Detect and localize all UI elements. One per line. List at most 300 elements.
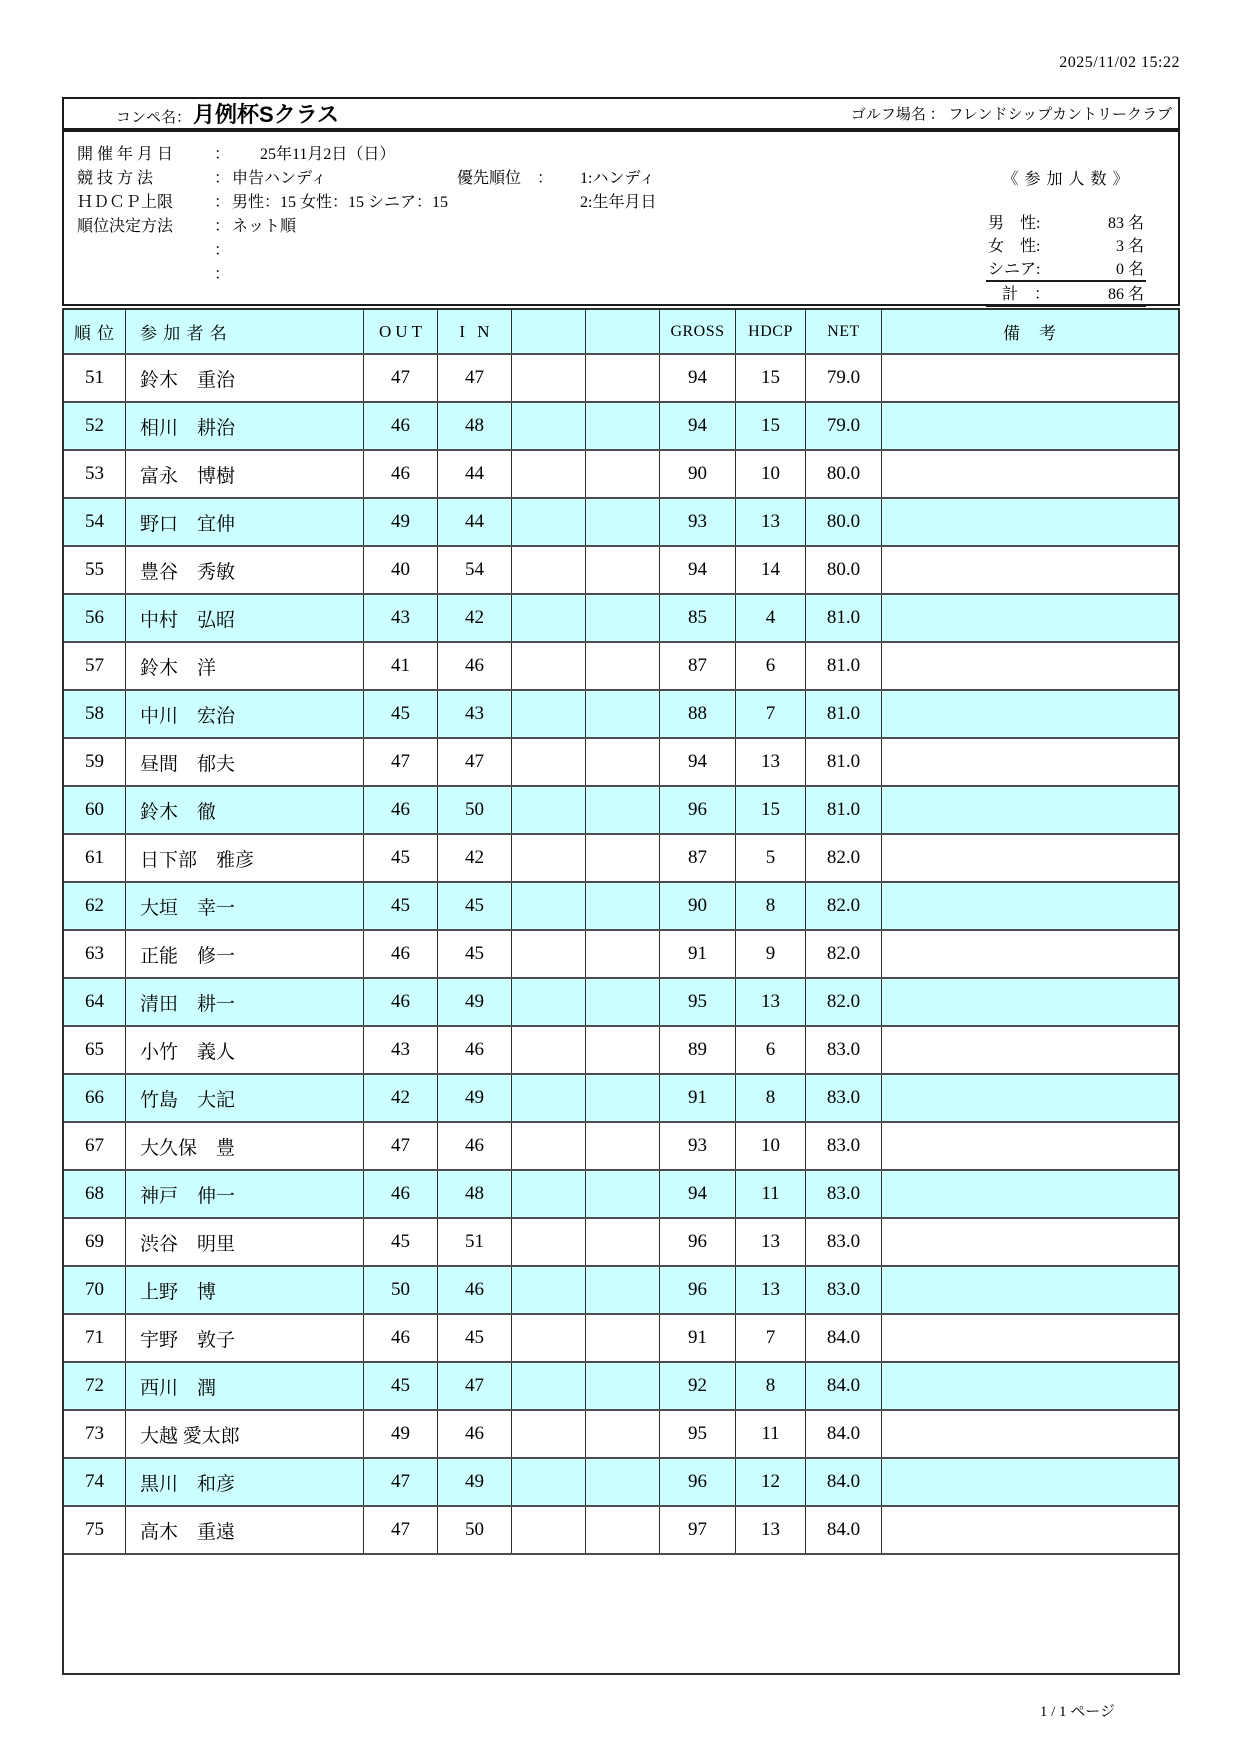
blank2-cell [586,1267,660,1313]
hdcp-cell: 11 [736,1171,806,1217]
net-cell: 83.0 [806,1027,882,1073]
remarks-cell [882,1459,1178,1505]
rank-cell: 67 [64,1123,126,1169]
in-cell: 46 [438,1123,512,1169]
name-cell: 高木 重遠 [126,1507,364,1553]
in-cell: 49 [438,979,512,1025]
blank2-cell [586,691,660,737]
table-row [64,1169,1178,1217]
hdcp-cell: 8 [736,1075,806,1121]
out-cell: 47 [364,355,438,401]
remarks-cell [882,1171,1178,1217]
name-cell: 中村 弘昭 [126,595,364,641]
header-net-cell: NET [806,310,882,353]
rank-cell: 52 [64,403,126,449]
info-label: ＨＤＣＰ上限 [77,194,174,211]
rank-cell: 64 [64,979,126,1025]
name-cell: 鈴木 徹 [126,787,364,833]
blank1-cell [512,1411,586,1457]
hdcp-cell: 8 [736,883,806,929]
table-row [64,401,1178,449]
out-cell: 46 [364,787,438,833]
blank1-cell [512,979,586,1025]
in-cell: 43 [438,691,512,737]
blank1-cell [512,499,586,545]
blank1-cell [512,1459,586,1505]
rank-cell: 53 [64,451,126,497]
blank2-cell [586,643,660,689]
blank2-cell [586,355,660,401]
in-cell: 46 [438,1411,512,1457]
hdcp-cell: 13 [736,979,806,1025]
name-cell: 相川 耕治 [126,403,364,449]
header-blank2-cell [586,310,660,353]
blank2-cell [586,1219,660,1265]
out-cell: 43 [364,1027,438,1073]
header-hdcp-cell: HDCP [736,310,806,353]
table-row [64,1217,1178,1265]
hdcp-cell: 5 [736,835,806,881]
name-cell: 上野 博 [126,1267,364,1313]
blank2-cell [586,1411,660,1457]
name-cell: 日下部 雅彦 [126,835,364,881]
gross-cell: 96 [660,1459,736,1505]
out-cell: 45 [364,835,438,881]
name-cell: 西川 潤 [126,1363,364,1409]
participant-count-panel [986,166,1146,307]
name-cell: 竹島 大記 [126,1075,364,1121]
blank1-cell [512,1363,586,1409]
out-cell: 42 [364,1075,438,1121]
blank2-cell [586,1027,660,1073]
gross-cell: 96 [660,787,736,833]
blank1-cell [512,1315,586,1361]
blank1-cell [512,883,586,929]
remarks-cell [882,739,1178,785]
blank2-cell [586,835,660,881]
hdcp-cell: 15 [736,355,806,401]
out-cell: 47 [364,739,438,785]
hdcp-cell: 13 [736,499,806,545]
blank2-cell [586,595,660,641]
header-gross-cell: GROSS [660,310,736,353]
net-cell: 81.0 [806,643,882,689]
name-cell: 大越 愛太郎 [126,1411,364,1457]
gross-cell: 95 [660,1411,736,1457]
out-cell: 45 [364,883,438,929]
rank-cell: 70 [64,1267,126,1313]
remarks-cell [882,1507,1178,1553]
gross-cell: 91 [660,1315,736,1361]
info-label: 競 技 方 法 [77,170,154,187]
competition-title [64,98,339,129]
in-cell: 49 [438,1459,512,1505]
in-cell: 44 [438,451,512,497]
rank-cell: 74 [64,1459,126,1505]
name-cell: 大久保 豊 [126,1123,364,1169]
blank1-cell [512,355,586,401]
info-value: 25年11月2日（日） [260,146,396,163]
hdcp-cell: 13 [736,1267,806,1313]
gross-cell: 94 [660,403,736,449]
participant-count-value: 0 名 [1115,261,1144,278]
in-cell: 48 [438,1171,512,1217]
remarks-cell [882,403,1178,449]
name-cell: 神戸 伸一 [126,1171,364,1217]
remarks-cell [882,1123,1178,1169]
rank-cell: 54 [64,499,126,545]
header-remarks-cell: 備 考 [1003,324,1057,343]
out-cell: 49 [364,499,438,545]
results-table [62,308,1180,1675]
name-cell: 富永 博樹 [126,451,364,497]
hdcp-cell: 15 [736,403,806,449]
hdcp-cell: 6 [736,643,806,689]
blank1-cell [512,451,586,497]
golf-course-name: ゴルフ場名 ： フレンドシップカントリークラブ [850,107,1172,123]
info-label: 順位決定方法 [77,218,174,235]
remarks-cell [882,883,1178,929]
name-cell: 中川 宏治 [126,691,364,737]
blank2-cell [586,1315,660,1361]
net-cell: 83.0 [806,1219,882,1265]
rank-cell: 68 [64,1171,126,1217]
participant-count-row [986,236,1146,259]
gross-cell: 87 [660,835,736,881]
net-cell: 83.0 [806,1123,882,1169]
rank-cell: 63 [64,931,126,977]
hdcp-cell: 14 [736,547,806,593]
gross-cell: 92 [660,1363,736,1409]
name-cell: 鈴木 洋 [126,643,364,689]
hdcp-cell: 11 [736,1411,806,1457]
header-out-cell: OUT [364,310,438,353]
name-cell: 渋谷 明里 [126,1219,364,1265]
rank-cell: 73 [64,1411,126,1457]
table-row [64,929,1178,977]
table-row [64,737,1178,785]
remarks-cell [882,1363,1178,1409]
rank-cell: 59 [64,739,126,785]
participant-count-label: 男 性: [988,215,1041,232]
table-row [64,1505,1178,1553]
info-value: ネット順 [232,218,297,235]
in-cell: 47 [438,1363,512,1409]
name-cell: 鈴木 重治 [126,355,364,401]
remarks-cell [882,1315,1178,1361]
competition-name: 月例杯Sクラス [193,102,340,127]
name-cell: 野口 宜伸 [126,499,364,545]
net-cell: 81.0 [806,691,882,737]
participant-count-value: 83 名 [1107,215,1144,232]
out-cell: 41 [364,643,438,689]
table-row [64,497,1178,545]
remarks-cell [882,1027,1178,1073]
gross-cell: 94 [660,1171,736,1217]
header-in-cell: I N [438,310,512,353]
gross-cell: 95 [660,979,736,1025]
blank1-cell [512,1171,586,1217]
name-cell: 清田 耕一 [126,979,364,1025]
page-number: 1 / 1 ページ [1039,1704,1115,1720]
info-colon: ： [214,194,231,211]
blank1-cell [512,1075,586,1121]
gross-cell: 93 [660,499,736,545]
table-row [64,977,1178,1025]
remarks-cell [882,1075,1178,1121]
table-row [64,1121,1178,1169]
info-colon: ： [214,266,231,283]
gross-cell: 85 [660,595,736,641]
title-bar [62,97,1180,130]
in-cell: 47 [438,739,512,785]
name-cell: 大垣 幸一 [126,883,364,929]
rank-cell: 57 [64,643,126,689]
table-row [64,1409,1178,1457]
out-cell: 40 [364,547,438,593]
gross-cell: 94 [660,355,736,401]
remarks-cell [882,499,1178,545]
net-cell: 80.0 [806,451,882,497]
rank-cell: 75 [64,1507,126,1553]
out-cell: 45 [364,691,438,737]
rank-cell: 56 [64,595,126,641]
blank2-cell [586,787,660,833]
remarks-cell [882,595,1178,641]
hdcp-cell: 9 [736,931,806,977]
table-row [64,1073,1178,1121]
participant-count-row [986,213,1146,236]
header-name-cell: 参 加 者 名 [126,310,364,353]
priority-order-label: 優先順位 ： [457,170,554,187]
participant-count-label: シニア: [988,261,1041,278]
rank-cell: 62 [64,883,126,929]
rank-cell: 60 [64,787,126,833]
hdcp-cell: 13 [736,739,806,785]
blank2-cell [586,403,660,449]
table-row [64,1361,1178,1409]
hdcp-cell: 7 [736,1315,806,1361]
out-cell: 50 [364,1267,438,1313]
in-cell: 48 [438,403,512,449]
remarks-cell [882,979,1178,1025]
table-row [64,641,1178,689]
priority-order-value: 1:ハンディ [580,170,656,187]
in-cell: 46 [438,643,512,689]
blank1-cell [512,835,586,881]
table-row [64,785,1178,833]
net-cell: 83.0 [806,1075,882,1121]
in-cell: 42 [438,835,512,881]
remarks-cell [882,931,1178,977]
participant-count-label: 女 性: [988,238,1041,255]
remarks-cell [882,1267,1178,1313]
info-colon: ： [214,146,231,163]
remarks-cell [882,355,1178,401]
out-cell: 46 [364,979,438,1025]
out-cell: 45 [364,1363,438,1409]
blank1-cell [512,1027,586,1073]
blank1-cell [512,595,586,641]
in-cell: 42 [438,595,512,641]
in-cell: 51 [438,1219,512,1265]
tournament-info-box [62,130,1180,306]
net-cell: 84.0 [806,1363,882,1409]
net-cell: 82.0 [806,931,882,977]
participant-total-value: 86 名 [1107,286,1144,303]
out-cell: 46 [364,931,438,977]
priority-order-value: 2:生年月日 [580,194,657,211]
blank1-cell [512,1123,586,1169]
net-cell: 84.0 [806,1507,882,1553]
gross-cell: 90 [660,451,736,497]
hdcp-cell: 6 [736,1027,806,1073]
out-cell: 46 [364,451,438,497]
out-cell: 46 [364,1315,438,1361]
remarks-cell [882,1411,1178,1457]
competition-name-label: コンペ名： [116,110,192,126]
blank1-cell [512,691,586,737]
net-cell: 83.0 [806,1267,882,1313]
print-timestamp: 2025/11/02 15:22 [1059,54,1180,71]
name-cell: 昼間 郁夫 [126,739,364,785]
hdcp-cell: 12 [736,1459,806,1505]
in-cell: 50 [438,1507,512,1553]
table-empty-area [64,1553,1178,1673]
net-cell: 79.0 [806,403,882,449]
net-cell: 79.0 [806,355,882,401]
gross-cell: 87 [660,643,736,689]
blank1-cell [512,547,586,593]
participant-count-title: 《 参 加 人 数 》 [1002,171,1130,188]
info-value: 申告ハンディ [232,170,327,187]
blank1-cell [512,787,586,833]
blank2-cell [586,1459,660,1505]
blank2-cell [586,1123,660,1169]
header-blank1-cell [512,310,586,353]
net-cell: 82.0 [806,835,882,881]
info-colon: ： [214,218,231,235]
info-colon: ： [214,242,231,259]
name-cell: 黒川 和彦 [126,1459,364,1505]
gross-cell: 94 [660,739,736,785]
net-cell: 83.0 [806,1171,882,1217]
gross-cell: 90 [660,883,736,929]
remarks-cell [882,691,1178,737]
out-cell: 46 [364,403,438,449]
blank1-cell [512,643,586,689]
remarks-cell [882,787,1178,833]
in-cell: 45 [438,883,512,929]
blank2-cell [586,979,660,1025]
blank2-cell [586,1171,660,1217]
out-cell: 47 [364,1459,438,1505]
blank1-cell [512,1267,586,1313]
rank-cell: 69 [64,1219,126,1265]
table-row [64,833,1178,881]
hdcp-cell: 4 [736,595,806,641]
net-cell: 80.0 [806,547,882,593]
table-row [64,1313,1178,1361]
blank2-cell [586,1363,660,1409]
participant-total-row [986,283,1146,307]
table-row [64,593,1178,641]
participant-total-label: 計 ： [1002,286,1051,303]
rank-cell: 71 [64,1315,126,1361]
table-row [64,1025,1178,1073]
rank-cell: 65 [64,1027,126,1073]
gross-cell: 94 [660,547,736,593]
net-cell: 81.0 [806,595,882,641]
gross-cell: 97 [660,1507,736,1553]
hdcp-cell: 10 [736,1123,806,1169]
rank-cell: 55 [64,547,126,593]
table-row [64,353,1178,401]
net-cell: 82.0 [806,883,882,929]
table-header-row [64,310,1178,353]
gross-cell: 91 [660,931,736,977]
info-row-1 [64,141,1178,165]
hdcp-cell: 13 [736,1507,806,1553]
remarks-cell [882,643,1178,689]
table-row [64,689,1178,737]
table-row [64,545,1178,593]
gross-cell: 96 [660,1219,736,1265]
net-cell: 84.0 [806,1459,882,1505]
name-cell: 宇野 敦子 [126,1315,364,1361]
in-cell: 50 [438,787,512,833]
in-cell: 54 [438,547,512,593]
blank1-cell [512,403,586,449]
blank2-cell [586,547,660,593]
out-cell: 46 [364,1171,438,1217]
hdcp-cell: 15 [736,787,806,833]
hdcp-cell: 10 [736,451,806,497]
blank1-cell [512,931,586,977]
rank-cell: 51 [64,355,126,401]
gross-cell: 93 [660,1123,736,1169]
table-row [64,881,1178,929]
blank2-cell [586,1075,660,1121]
net-cell: 84.0 [806,1315,882,1361]
net-cell: 81.0 [806,739,882,785]
net-cell: 80.0 [806,499,882,545]
participant-count-value: 3 名 [1115,238,1144,255]
remarks-cell [882,835,1178,881]
blank1-cell [512,1219,586,1265]
name-cell: 豊谷 秀敏 [126,547,364,593]
in-cell: 46 [438,1267,512,1313]
info-label: 開 催 年 月 日 [77,146,174,163]
rank-cell: 72 [64,1363,126,1409]
info-colon: ： [214,170,231,187]
gross-cell: 96 [660,1267,736,1313]
gross-cell: 89 [660,1027,736,1073]
blank2-cell [586,451,660,497]
out-cell: 43 [364,595,438,641]
hdcp-cell: 7 [736,691,806,737]
gross-cell: 91 [660,1075,736,1121]
blank2-cell [586,931,660,977]
out-cell: 47 [364,1123,438,1169]
participant-count-rows [986,213,1146,282]
participant-count-row [986,259,1146,282]
in-cell: 45 [438,931,512,977]
net-cell: 81.0 [806,787,882,833]
hdcp-cell: 13 [736,1219,806,1265]
in-cell: 44 [438,499,512,545]
rank-cell: 58 [64,691,126,737]
